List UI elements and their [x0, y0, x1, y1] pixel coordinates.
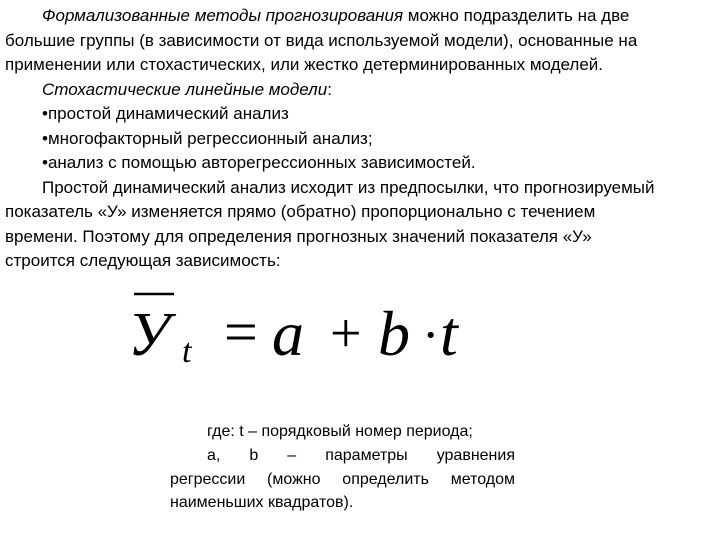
formula-dot: · — [422, 307, 440, 364]
formula-plus: + — [330, 303, 362, 365]
formula-b: b — [378, 298, 410, 369]
regression-formula — [120, 280, 480, 370]
intro-line-2: большие группы (в зависимости от вида используемой модели), основанные на — [5, 30, 638, 50]
stochastic-heading-line — [5, 78, 715, 103]
list-item: •анализ с помощью авторегрессионных зависимостей. — [42, 153, 476, 172]
intro-line-3: применении или стохастических, или жестко детерминированных моделей. — [5, 55, 604, 74]
simple-line-3: времени. Поэтому для определения прогнозных значений показателя «У» — [5, 226, 592, 246]
simple-line-2: показатель «У» изменяется прямо (обратно) пропорционально с течением — [5, 202, 596, 221]
document-body — [5, 4, 715, 274]
simple-line-4: строится следующая зависимость: — [5, 251, 281, 270]
formula-a: a — [272, 298, 304, 369]
list-item: •простой динамический анализ — [42, 104, 289, 123]
simple-line-1: Простой динамический анализ исходит из предпосылки, что прогнозируемый — [42, 177, 655, 197]
formula-notes — [170, 420, 515, 515]
stochastic-colon: : — [327, 79, 332, 99]
intro-term: Формализованные методы прогнозирования — [42, 6, 404, 25]
list-item: •многофакторный регрессионный анализ; — [42, 128, 373, 148]
formula-equals: = — [224, 299, 258, 365]
notes-line-2: a, b – параметры уравнения — [207, 446, 515, 464]
notes-line-1: где: t – порядковый номер периода; — [207, 423, 473, 440]
formula-y-subscript: t — [182, 333, 192, 370]
stochastic-heading: Стохастические линейные модели — [42, 79, 328, 99]
notes-line-3: регрессии (можно определить методом — [170, 470, 515, 488]
intro-line-1-rest: можно подразделить на две — [403, 6, 630, 25]
notes-line-4: наименьших квадратов). — [170, 494, 354, 512]
intro-line-1 — [5, 4, 715, 29]
formula-t: t — [440, 298, 458, 369]
formula-y: У — [128, 301, 170, 369]
